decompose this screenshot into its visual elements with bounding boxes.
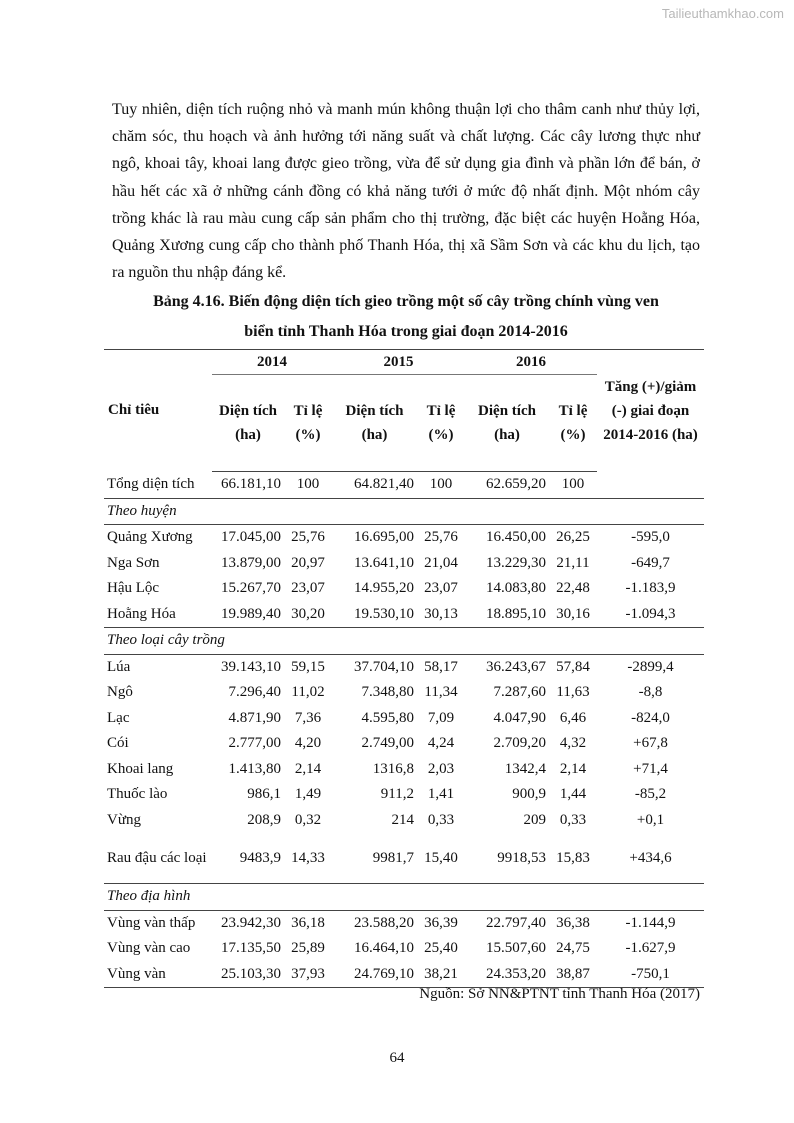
crop-area-table: [104, 349, 704, 988]
ratio-2016: 26,25: [549, 525, 597, 551]
change-value: -1.144,9: [597, 910, 704, 936]
row-name: Ngô: [107, 684, 133, 701]
area-2015: 214: [391, 811, 414, 828]
row-name: Tổng diện tích: [107, 476, 195, 492]
change-value: -2899,4: [597, 654, 704, 680]
ratio-2014: 20,97: [291, 554, 325, 571]
ratio-2014: 11,02: [291, 684, 325, 701]
header-ratio: Tỉ lệ (%): [284, 375, 332, 472]
area-2014: 4.871,90: [228, 709, 281, 726]
caption-line-2: biển tỉnh Thanh Hóa trong giai đoạn 2014-2016: [244, 323, 568, 340]
ratio-2016: 0,33: [559, 811, 587, 828]
table-row: [104, 833, 704, 884]
change-value: -1.627,9: [625, 940, 676, 957]
table-row-total: [104, 472, 704, 499]
change-value: +434,6: [629, 850, 672, 866]
row-name: Khoai lang: [107, 760, 174, 777]
page-number: 64: [389, 1050, 405, 1066]
ratio-2014: 0,32: [294, 811, 322, 828]
row-name: Vừng: [107, 811, 141, 828]
area-2014: 2.777,00: [228, 735, 281, 752]
area-2014: 7.296,40: [228, 684, 281, 701]
area-2014: 15.267,70: [221, 580, 281, 597]
ratio-2014: 23,07: [291, 580, 325, 597]
section-title: Theo huyện: [104, 498, 704, 525]
table-row: [104, 576, 704, 602]
change-value: -8,8: [638, 684, 663, 701]
ratio-2014: 1,49: [294, 786, 322, 803]
table-row: [104, 654, 704, 680]
row-name: Thuốc lào: [107, 786, 168, 803]
ratio-2016: 30,16: [556, 605, 590, 622]
ratio-2015: 0,33: [427, 811, 455, 828]
table-row: [104, 602, 704, 628]
row-name: Lạc: [107, 709, 130, 726]
change-value: -824,0: [631, 709, 670, 726]
area-2016: 900,9: [512, 786, 546, 803]
watermark: Tailieuthamkhao.com: [661, 6, 784, 21]
ratio-2014: 30,20: [291, 605, 325, 622]
change-value: -1.183,9: [625, 580, 676, 597]
ratio-2015: 38,21: [417, 962, 465, 988]
area-2016: 9918,53: [497, 850, 546, 866]
row-name: Hậu Lộc: [107, 580, 160, 597]
header-year-2016: 2016: [465, 350, 597, 375]
area-2014: 208,9: [247, 811, 281, 828]
header-year-2014: 2014: [212, 350, 332, 375]
row-name: Vùng vàn thấp: [104, 910, 212, 936]
area-2015: 1316,8: [372, 760, 414, 777]
ratio-2016: 1,44: [559, 786, 587, 803]
section-header: [104, 498, 704, 525]
ratio-2016: 6,46: [559, 709, 587, 726]
ratio-2015: 100: [429, 476, 453, 493]
row-name: Cói: [107, 735, 129, 752]
table-row: [104, 680, 704, 706]
area-2015: 16.464,10: [354, 940, 414, 957]
ratio-2015: 25,76: [417, 525, 465, 551]
ratio-2015: 1,41: [427, 786, 455, 803]
area-2014: 23.942,30: [212, 910, 284, 936]
ratio-2015: 23,07: [424, 580, 458, 597]
ratio-2014: 37,93: [284, 962, 332, 988]
row-name: Rau đậu các loại: [107, 850, 207, 866]
ratio-2016: 15,83: [556, 850, 590, 866]
area-2016: 36.243,67: [465, 654, 549, 680]
table-row: [104, 808, 704, 834]
ratio-2014: 7,36: [294, 709, 322, 726]
change-value: -1.094,3: [625, 605, 676, 622]
area-2015: 7.348,80: [361, 684, 414, 701]
ratio-2015: 11,34: [424, 684, 458, 701]
ratio-2016: 21,11: [556, 554, 590, 571]
section-title: Theo loại cây trồng: [104, 628, 704, 655]
area-2016: 1342,4: [504, 760, 546, 777]
area-2015: 4.595,80: [361, 709, 414, 726]
ratio-2014: 100: [296, 476, 320, 493]
row-name: Hoằng Hóa: [107, 605, 176, 622]
table-row: [104, 706, 704, 732]
area-2016: 13.229,30: [486, 554, 546, 571]
area-2016: 209: [523, 811, 546, 828]
ratio-2014: 25,89: [291, 940, 325, 957]
section-header: [104, 628, 704, 655]
ratio-2014: 14,33: [291, 850, 325, 866]
change-value: +0,1: [636, 811, 665, 828]
table-row: [104, 910, 704, 936]
area-2015: 911,2: [380, 786, 414, 803]
row-name: Vùng vàn cao: [107, 940, 191, 957]
area-2016: 18.895,10: [486, 605, 546, 622]
area-2015: 9981,7: [372, 850, 414, 866]
header-ratio: Tỉ lệ (%): [417, 375, 465, 472]
change-value: [597, 472, 704, 499]
area-2014: 13.879,00: [221, 554, 281, 571]
area-2015: 19.530,10: [354, 605, 414, 622]
table-row: [104, 525, 704, 551]
ratio-2014: 2,14: [294, 760, 322, 777]
row-name: Nga Sơn: [107, 554, 160, 571]
table-row: [104, 551, 704, 577]
area-2016: 15.507,60: [486, 940, 546, 957]
area-2016: 7.287,60: [493, 684, 546, 701]
area-2014: 39.143,10: [212, 654, 284, 680]
row-name: Vùng vàn: [104, 962, 212, 988]
change-value: -595,0: [597, 525, 704, 551]
ratio-2015: 58,17: [417, 654, 465, 680]
table-row: [104, 962, 704, 988]
ratio-2015: 36,39: [417, 910, 465, 936]
table-body: [104, 472, 704, 988]
area-2015: 64.821,40: [354, 476, 414, 493]
change-value: -750,1: [597, 962, 704, 988]
area-2015: 37.704,10: [332, 654, 417, 680]
area-2014: 25.103,30: [212, 962, 284, 988]
ratio-2016: 57,84: [549, 654, 597, 680]
header-area: Diện tích (ha): [332, 375, 417, 472]
ratio-2016: 38,87: [549, 962, 597, 988]
area-2015: 14.955,20: [354, 580, 414, 597]
ratio-2015: 2,03: [427, 760, 455, 777]
ratio-2016: 11,63: [556, 684, 590, 701]
section-title: Theo địa hình: [104, 884, 704, 911]
ratio-2016: 36,38: [549, 910, 597, 936]
area-2016: 4.047,90: [493, 709, 546, 726]
change-value: +67,8: [633, 735, 668, 752]
ratio-2015: 15,40: [424, 850, 458, 866]
row-name: Quảng Xương: [104, 525, 212, 551]
area-2014: 986,1: [247, 786, 281, 803]
change-value: +71,4: [633, 760, 668, 777]
table-row: [104, 757, 704, 783]
area-2015: 2.749,00: [361, 735, 414, 752]
ratio-2016: 4,32: [559, 735, 587, 752]
ratio-2016: 2,14: [559, 760, 587, 777]
area-2015: 16.695,00: [332, 525, 417, 551]
area-2015: 13.641,10: [354, 554, 414, 571]
ratio-2015: 25,40: [424, 940, 458, 957]
ratio-2016: 22,48: [556, 580, 590, 597]
header-area: Diện tích (ha): [465, 375, 549, 472]
table-source: Nguồn: Sở NN&PTNT tỉnh Thanh Hóa (2017): [419, 986, 700, 1002]
area-2016: 62.659,20: [486, 476, 546, 493]
ratio-2015: 7,09: [427, 709, 455, 726]
header-indicator: Chỉ tiêu: [104, 350, 212, 472]
row-name: Lúa: [104, 654, 212, 680]
ratio-2015: 30,13: [424, 605, 458, 622]
body-paragraph: Tuy nhiên, diện tích ruộng nhỏ và manh mún không thuận lợi cho thâm canh như thủy lợi, chăm sóc, thu hoạch và ảnh hưởng tới năng suất và chất lượng. Các cây lương thực như ngô, khoai tây, khoai lang được gieo trồng, vừa để sử dụng gia đình và phần lớn để bán, ở hầu hết các xã ở những cánh đồng có khả năng tưới ở mức độ nhất định. Một nhóm cây trồng khác là rau màu cung cấp sản phẩm cho thị trường, đặc biệt các huyện Hoằng Hóa, Quảng Xương cung cấp cho thành phố Thanh Hóa, thị xã Sầm Sơn và các khu du lịch, tạo ra nguồn thu nhập đáng kể.: [112, 101, 700, 282]
ratio-2016: 24,75: [556, 940, 590, 957]
change-value: -85,2: [634, 786, 667, 803]
table-row: [104, 782, 704, 808]
ratio-2015: 4,24: [427, 735, 455, 752]
table-row: [104, 731, 704, 757]
caption-line-1: Bảng 4.16. Biến động diện tích gieo trồng một số cây trồng chính vùng ven: [153, 293, 659, 310]
area-2014: 66.181,10: [221, 476, 281, 493]
ratio-2016: 100: [561, 476, 585, 493]
table-header: [104, 350, 704, 472]
area-2015: 23.588,20: [332, 910, 417, 936]
area-2014: 1.413,80: [228, 760, 281, 777]
area-2016: 2.709,20: [493, 735, 546, 752]
header-year-2015: 2015: [332, 350, 465, 375]
area-2014: 17.135,50: [221, 940, 281, 957]
ratio-2014: 59,15: [284, 654, 332, 680]
table-row: [104, 936, 704, 962]
header-ratio: Tỉ lệ (%): [549, 375, 597, 472]
area-2015: 24.769,10: [332, 962, 417, 988]
area-2014: 19.989,40: [221, 605, 281, 622]
ratio-2014: 36,18: [284, 910, 332, 936]
section-header: [104, 884, 704, 911]
header-area: Diện tích (ha): [212, 375, 284, 472]
area-2016: 14.083,80: [486, 580, 546, 597]
ratio-2014: 4,20: [294, 735, 322, 752]
area-2016: 22.797,40: [465, 910, 549, 936]
change-value: -649,7: [631, 554, 670, 571]
area-2016: 24.353,20: [465, 962, 549, 988]
header-change: Tăng (+)/giảm (-) giai đoạn 2014-2016 (ha): [597, 350, 704, 472]
ratio-2015: 21,04: [424, 554, 458, 571]
area-2014: 9483,9: [239, 850, 281, 866]
area-2016: 16.450,00: [465, 525, 549, 551]
table-caption: [112, 287, 700, 347]
area-2014: 17.045,00: [212, 525, 284, 551]
ratio-2014: 25,76: [284, 525, 332, 551]
